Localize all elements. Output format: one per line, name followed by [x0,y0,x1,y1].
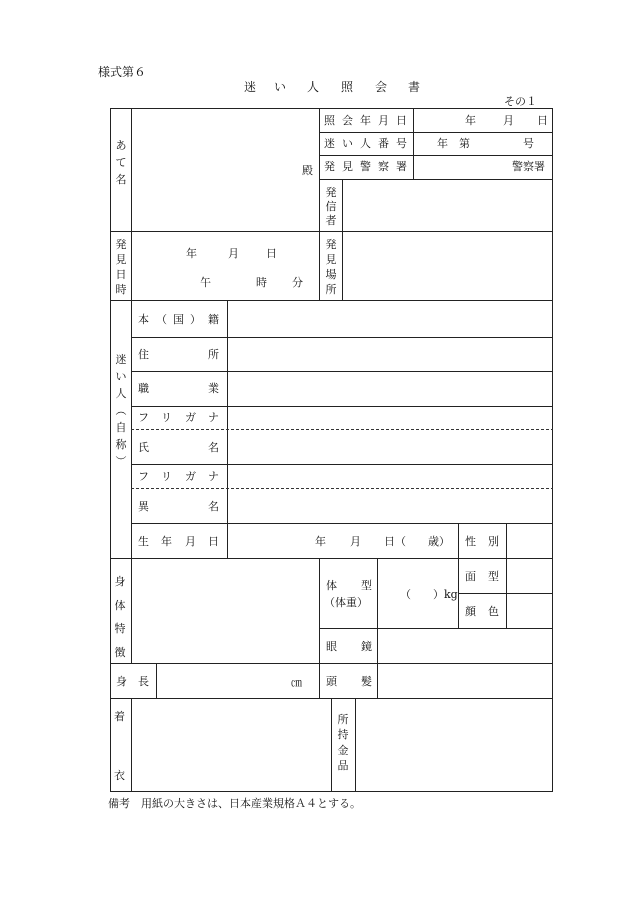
form-number: 様式第６ [98,65,147,79]
discovery-time-label: 発 見 日 時 [115,238,127,296]
height-unit: ㎝ [291,676,302,689]
weight-kg: （ ）kg [400,588,458,601]
discovery-place-label: 発 見 場 所 [325,238,337,296]
sheet-number: その１ [504,95,537,108]
document-page: 様式第６ 迷 い 人 照 会 書 その１ あ て 名 殿 照 会 年 月 日 年 月 日 迷 い 人 番 号 年 第 号 発 見 警 察 署 警察署 発 信 者 発 見 日 時 年 月 日 午 時 分 発 見 場 所 迷 い 人 ︵ 自 称 ︶ 本 （ 国 ） 籍 住 所 職 業 フ リ ガ ナ 氏 名 フ リ ガ ナ 異 名 生 年 月 日 年 月 日（ 歳） 性 別 身 体 特 徴 体 型 （体重） （ ）kg 面 型 顔 色 眼 鏡 身 長 ㎝ 頭 髪 着 衣 所 持 金 品 備考 用紙の大きさは、日本産業規格Ａ４とする。 [0,0,630,903]
footer-note: 備考 用紙の大きさは、日本産業規格Ａ４とする。 [108,797,361,810]
clothing-label-top: 着 [114,710,125,723]
atena-label: あ て 名 [115,139,127,187]
sender-label: 発 信 者 [325,186,337,227]
station-suffix: 警察署 [512,160,545,173]
features-label: 身 体 特 徴 [114,575,126,659]
belongings-label: 所 持 金 品 [337,713,349,773]
weight-label: （体重） [324,596,368,609]
clothing-label-bottom: 衣 [114,769,125,782]
dono-label: 殿 [302,164,313,177]
person-side-label: 迷 い 人 ︵ 自 称 ︶ [115,353,127,469]
